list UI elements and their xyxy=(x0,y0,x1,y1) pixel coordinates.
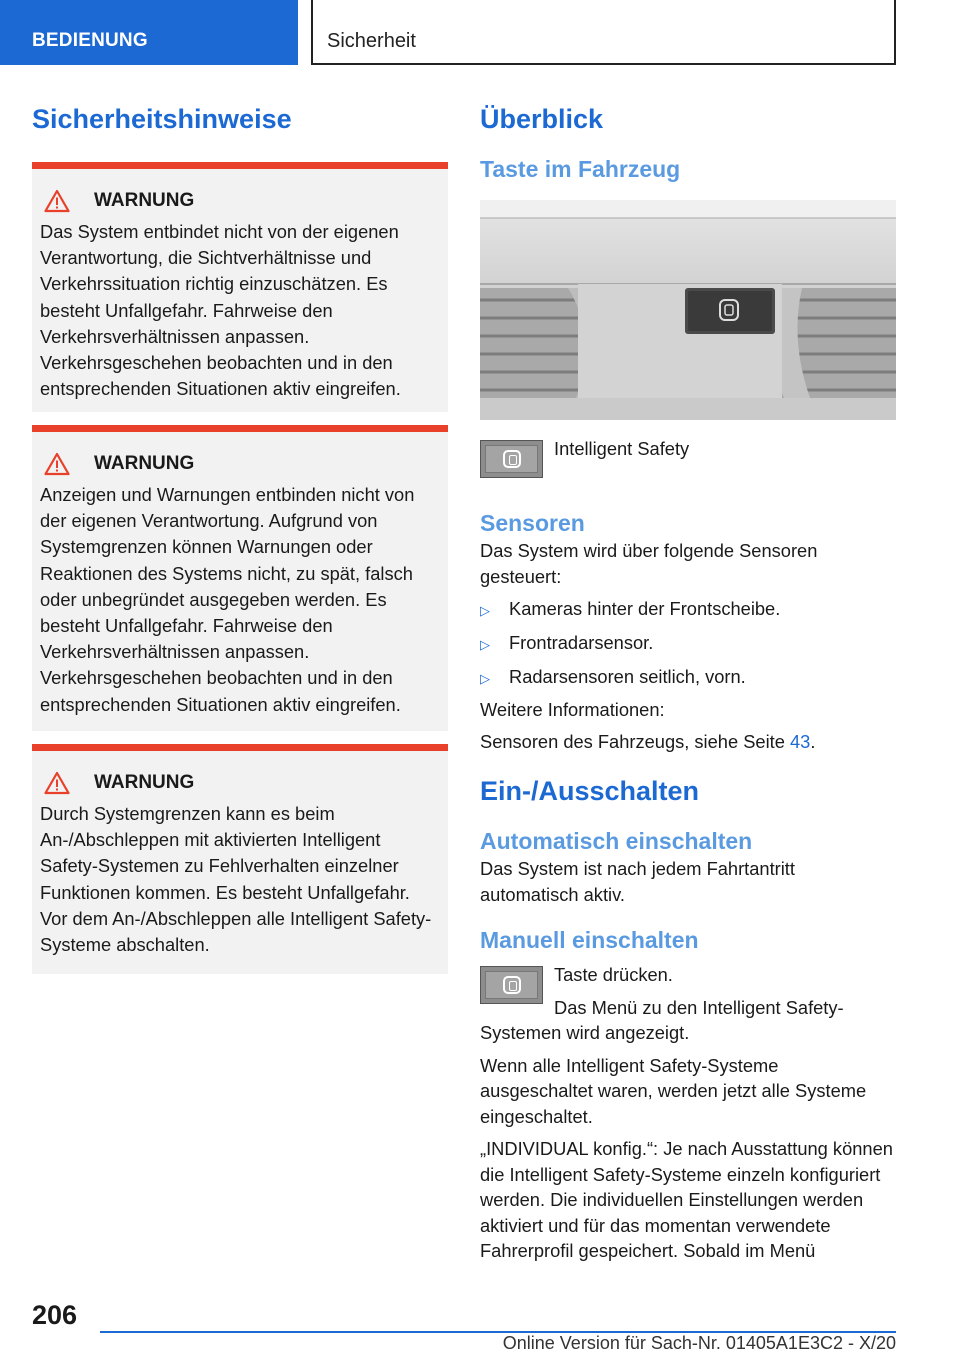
intelligent-safety-button-icon xyxy=(480,440,543,478)
sensoren-intro: Das System wird über folgende Sensoren gesteuert: xyxy=(480,540,818,587)
list-item-text: Frontradarsensor. xyxy=(509,632,654,653)
sensoren-reference xyxy=(480,729,896,755)
chapter-label: Sicherheit xyxy=(327,30,416,52)
list-item-text: Radarsensoren seitlich, vorn. xyxy=(509,666,746,687)
subheading-manuell: Manuell einschalten xyxy=(480,927,699,953)
footer-online-version: Online Version für Sach-Nr. 01405A1E3C2 - X/20 xyxy=(502,1333,896,1353)
intelligent-safety-button-icon xyxy=(480,966,543,1004)
triangle-bullet-icon: ▷ xyxy=(480,603,490,618)
page-link-43[interactable]: 43 xyxy=(789,730,811,752)
manuell-steps xyxy=(480,962,896,1046)
subheading-automatisch: Automatisch einschalten xyxy=(480,828,753,854)
subheading-taste: Taste im Fahrzeug xyxy=(480,156,681,182)
warning-box-3 xyxy=(32,744,448,974)
warning-text: Anzeigen und Warnungen entbinden nicht von der eigenen Verantwortung. Aufgrund von Systemgrenzen können Warnungen oder Reaktionen des Systems nicht, zu spät, falsch oder unbegründet ausgegeben werden. Es besteht Unfallgefahr. Fahrweise den Verkehrsverhältnissen anpassen. Verkehrsgeschehen beobachten und in den entsprechenden Situationen aktiv eingreifen. xyxy=(40,484,415,715)
list-item xyxy=(480,596,896,623)
warning-triangle-icon xyxy=(44,771,70,795)
button-caption: Intelligent Safety xyxy=(554,438,690,459)
right-column xyxy=(480,100,896,1264)
list-item xyxy=(480,630,896,657)
reference-end: . xyxy=(810,730,816,752)
section-label: BEDIENUNG xyxy=(32,30,148,51)
triangle-bullet-icon: ▷ xyxy=(480,671,490,686)
warning-triangle-icon xyxy=(44,189,70,213)
manuell-paragraph-2: „INDIVIDUAL konfig.“: Je nach Ausstattung können die Intelligent Safety-Systeme einzeln konfiguriert werden. Die individuellen Einstellungen werden aktiviert und für das momentan verwendete Fahrerprofil gespeichert. Sobald im Menü xyxy=(480,1138,893,1261)
warning-box-1 xyxy=(32,162,448,412)
triangle-bullet-icon: ▷ xyxy=(480,637,490,652)
vehicle-button-photo xyxy=(480,200,896,420)
weitere-informationen: Weitere Informationen: xyxy=(480,699,665,720)
warning-triangle-icon xyxy=(44,452,70,476)
list-item xyxy=(480,664,896,691)
left-column xyxy=(32,100,448,974)
button-caption-row xyxy=(480,440,896,478)
reference-text: Sensoren des Fahrzeugs, siehe Seite xyxy=(480,730,785,752)
warning-title: WARNUNG xyxy=(94,453,195,474)
list-item-text: Kameras hinter der Frontscheibe. xyxy=(509,598,781,619)
page-number: 206 xyxy=(32,1300,78,1330)
heading-ein-ausschalten: Ein-/Ausschalten xyxy=(480,776,700,806)
section-tab xyxy=(0,0,298,65)
manuell-step1: Taste drücken. xyxy=(554,964,673,985)
warning-title: WARNUNG xyxy=(94,190,195,211)
warning-text: Durch Systemgrenzen kann es beim An-/Abschleppen mit aktivierten Intelligent Safety-Systemen zu Fehlverhalten einzelner Funktionen kommen. Es besteht Unfallgefahr. Vor dem An-/Abschleppen alle Intelligent Safety-Systeme abschalten. xyxy=(40,803,432,956)
heading-sicherheitshinweise: Sicherheitshinweise xyxy=(32,104,292,134)
automatisch-text: Das System ist nach jedem Fahrtantritt automatisch aktiv. xyxy=(480,858,795,905)
manuell-step2: Das Menü zu den Intelligent Safety-Systemen wird angezeigt. xyxy=(480,996,844,1043)
warning-box-2 xyxy=(32,425,448,731)
manuell-paragraph-1: Wenn alle Intelligent Safety-Systeme ausgeschaltet waren, werden jetzt alle Systeme eingeschaltet. xyxy=(480,1054,867,1127)
warning-title: WARNUNG xyxy=(94,772,195,793)
subheading-sensoren: Sensoren xyxy=(480,510,585,536)
heading-ueberblick: Überblick xyxy=(480,104,604,134)
warning-text: Das System entbindet nicht von der eigenen Verantwortung, die Sichtverhältnisse und Verkehrssituation richtig einzuschätzen. Es besteht Unfallgefahr. Fahrweise den Verkehrsverhältnissen anpassen. Verkehrsgeschehen beobachten und in den entsprechenden Situationen aktiv eingreifen. xyxy=(40,221,401,400)
chapter-header xyxy=(311,0,896,65)
